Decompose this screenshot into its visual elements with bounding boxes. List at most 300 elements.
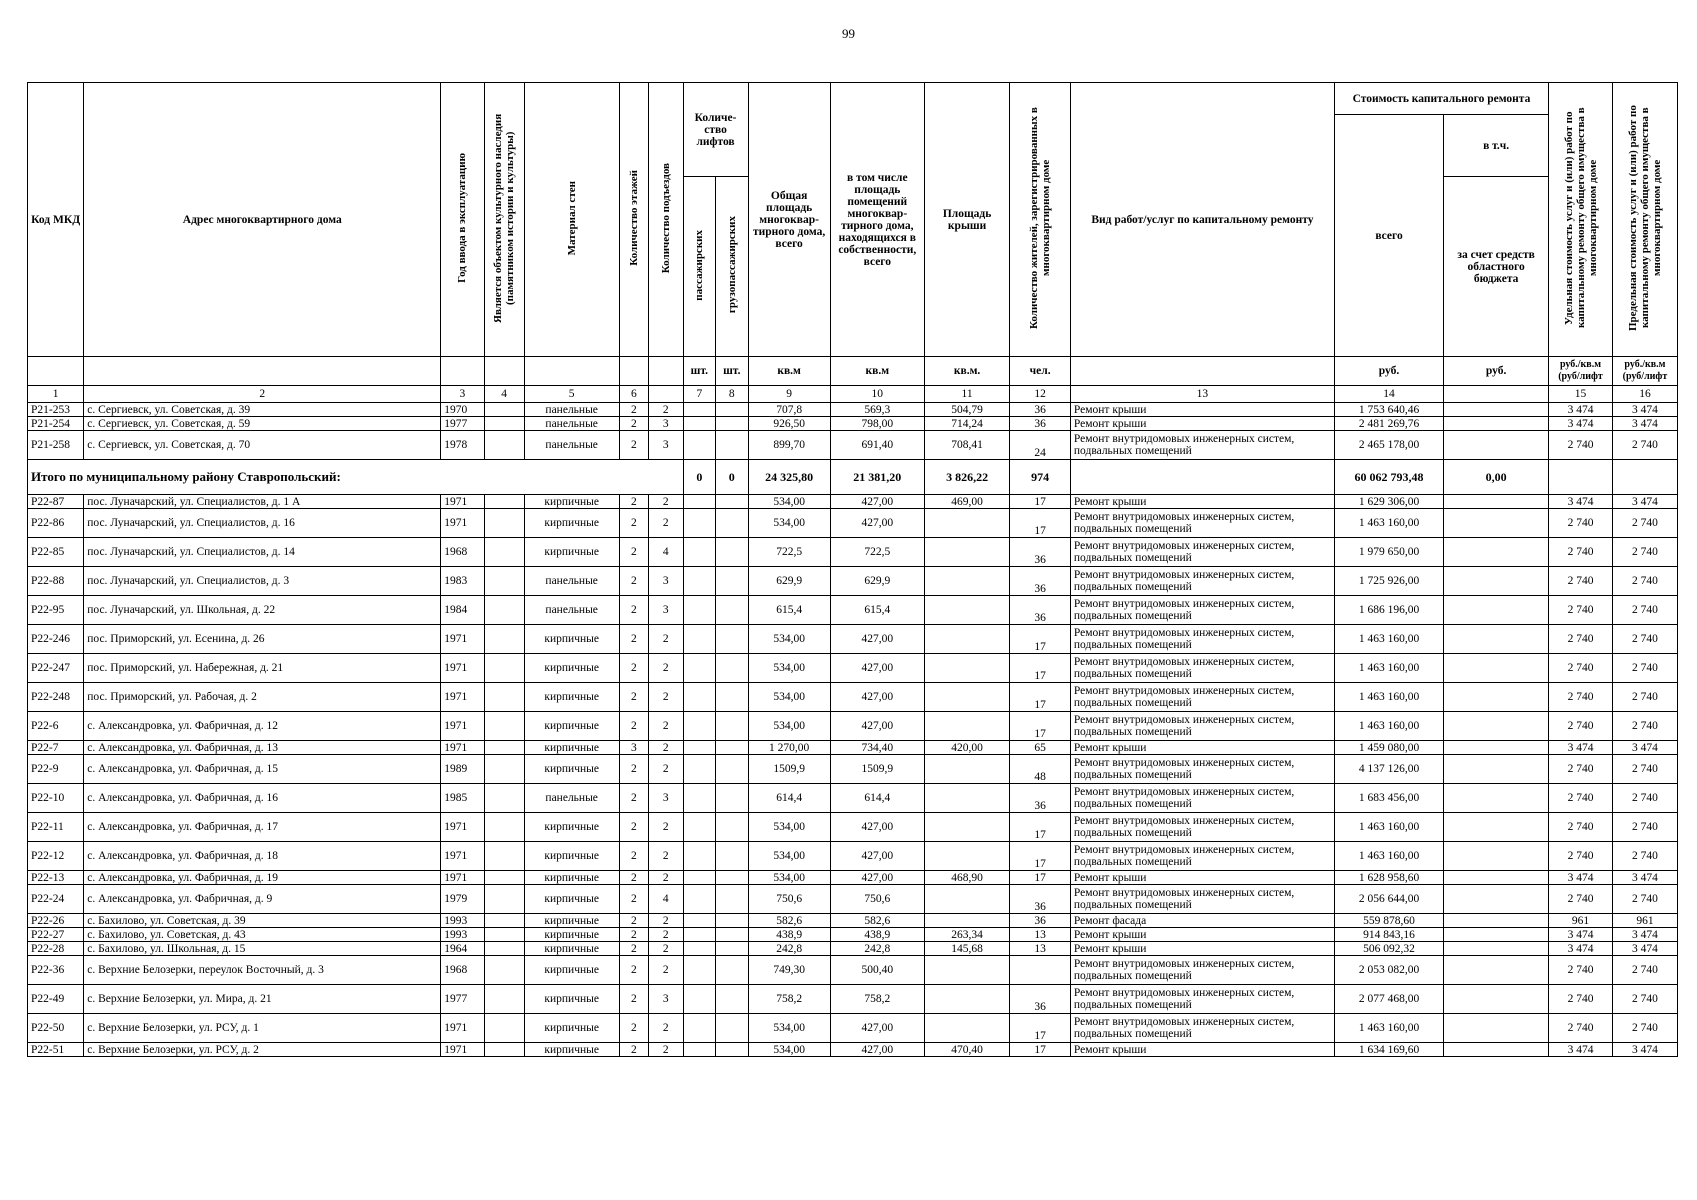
roof-area: 504,79 <box>924 403 1009 417</box>
header-lifts: Количе-ство лифтов <box>683 83 748 177</box>
header-lifts-passenger: пассажирских <box>693 229 706 301</box>
heritage-cell <box>484 538 524 567</box>
entrance-count: 3 <box>648 567 683 596</box>
roof-area: 708,41 <box>924 431 1009 460</box>
house-address: пос. Приморский, ул. Есенина, д. 26 <box>84 625 441 654</box>
total-unit-cell <box>1549 460 1613 495</box>
regional-cost-cell <box>1444 842 1549 871</box>
column-number: 8 <box>716 386 748 403</box>
table-row <box>28 741 1678 755</box>
repair-cost: 914 843,16 <box>1334 928 1443 942</box>
column-number <box>1444 386 1549 403</box>
table-row <box>28 928 1678 942</box>
lifts-passenger-cell <box>683 654 715 683</box>
roof-area <box>924 813 1009 842</box>
roof-area <box>924 1014 1009 1043</box>
repair-cost: 1 725 926,00 <box>1334 567 1443 596</box>
house-code: Р21-253 <box>28 403 84 417</box>
lifts-passenger-cell <box>683 431 715 460</box>
unit-cost: 3 474 <box>1549 1043 1613 1057</box>
max-cost: 2 740 <box>1612 509 1677 538</box>
house-code: Р22-36 <box>28 956 84 985</box>
max-cost: 2 740 <box>1612 654 1677 683</box>
work-type: Ремонт крыши <box>1070 417 1334 431</box>
lifts-passenger-cell <box>683 928 715 942</box>
residents-count: 48 <box>1010 755 1071 784</box>
column-number: 6 <box>619 386 648 403</box>
table-row <box>28 842 1678 871</box>
wall-material: кирпичные <box>524 683 619 712</box>
column-number: 15 <box>1549 386 1613 403</box>
max-cost: 2 740 <box>1612 985 1677 1014</box>
build-year: 1985 <box>441 784 484 813</box>
lifts-passenger-cell <box>683 509 715 538</box>
work-type: Ремонт внутридомовых инженерных систем, подвальных помещений <box>1070 813 1334 842</box>
column-number: 1 <box>28 386 84 403</box>
roof-area <box>924 567 1009 596</box>
wall-material: панельные <box>524 403 619 417</box>
repair-cost: 1 463 160,00 <box>1334 813 1443 842</box>
total-area: 614,4 <box>748 784 830 813</box>
column-number: 13 <box>1070 386 1334 403</box>
regional-cost-cell <box>1444 871 1549 885</box>
work-type: Ремонт крыши <box>1070 942 1334 956</box>
lifts-cargo-cell <box>716 871 748 885</box>
total-area: 438,9 <box>748 928 830 942</box>
regional-cost-cell <box>1444 928 1549 942</box>
unit-cost: 2 740 <box>1549 885 1613 914</box>
lifts-cargo-cell <box>716 942 748 956</box>
repair-cost: 1 463 160,00 <box>1334 683 1443 712</box>
wall-material: кирпичные <box>524 985 619 1014</box>
district-total-label: Итого по муниципальному району Ставропольский: <box>28 460 684 495</box>
heritage-cell <box>484 417 524 431</box>
unit-cost: 961 <box>1549 914 1613 928</box>
header-lifts-cargo: грузопассажирских <box>725 216 738 314</box>
residents-count: 17 <box>1010 1014 1071 1043</box>
residents-count: 13 <box>1010 928 1071 942</box>
total-residents-sum: 974 <box>1010 460 1071 495</box>
unit-people: чел. <box>1010 357 1071 386</box>
owned-area: 1509,9 <box>830 755 924 784</box>
residents-count: 17 <box>1010 712 1071 741</box>
unit-cost: 3 474 <box>1549 942 1613 956</box>
work-type: Ремонт внутридомовых инженерных систем, подвальных помещений <box>1070 784 1334 813</box>
heritage-cell <box>484 813 524 842</box>
build-year: 1971 <box>441 871 484 885</box>
regional-cost-cell <box>1444 509 1549 538</box>
build-year: 1968 <box>441 956 484 985</box>
table-row <box>28 871 1678 885</box>
floor-count: 2 <box>619 403 648 417</box>
build-year: 1971 <box>441 509 484 538</box>
max-cost: 961 <box>1612 914 1677 928</box>
total-area: 1509,9 <box>748 755 830 784</box>
house-code: Р22-246 <box>28 625 84 654</box>
house-code: Р22-6 <box>28 712 84 741</box>
unit-sqm: кв.м <box>748 357 830 386</box>
unit-cost: 3 474 <box>1549 871 1613 885</box>
entrance-count: 2 <box>648 509 683 538</box>
table-row <box>28 985 1678 1014</box>
lifts-passenger-cell <box>683 871 715 885</box>
repair-cost: 2 077 468,00 <box>1334 985 1443 1014</box>
lifts-cargo-cell <box>716 596 748 625</box>
max-cost: 2 740 <box>1612 885 1677 914</box>
house-code: Р22-248 <box>28 683 84 712</box>
total-area: 534,00 <box>748 842 830 871</box>
repair-cost: 1 753 640,46 <box>1334 403 1443 417</box>
table-row <box>28 755 1678 784</box>
regional-cost-cell <box>1444 956 1549 985</box>
lifts-passenger-cell <box>683 942 715 956</box>
repair-cost: 1 979 650,00 <box>1334 538 1443 567</box>
total-cost-sum: 60 062 793,48 <box>1334 460 1443 495</box>
floor-count: 2 <box>619 784 648 813</box>
table-row <box>28 784 1678 813</box>
table-row <box>28 495 1678 509</box>
max-cost: 3 474 <box>1612 741 1677 755</box>
work-type: Ремонт крыши <box>1070 741 1334 755</box>
table-row <box>28 712 1678 741</box>
total-area: 534,00 <box>748 683 830 712</box>
max-cost: 2 740 <box>1612 683 1677 712</box>
regional-cost-cell <box>1444 985 1549 1014</box>
repair-cost: 1 634 169,60 <box>1334 1043 1443 1057</box>
lifts-cargo-cell <box>716 509 748 538</box>
total-area: 534,00 <box>748 509 830 538</box>
house-address: пос. Луначарский, ул. Специалистов, д. 1 А <box>84 495 441 509</box>
owned-area: 427,00 <box>830 1014 924 1043</box>
table-row <box>28 956 1678 985</box>
table-row <box>28 683 1678 712</box>
house-address: с. Сергиевск, ул. Советская, д. 59 <box>84 417 441 431</box>
roof-area: 470,40 <box>924 1043 1009 1057</box>
house-address: пос. Луначарский, ул. Школьная, д. 22 <box>84 596 441 625</box>
entrance-count: 2 <box>648 1043 683 1057</box>
owned-area: 427,00 <box>830 842 924 871</box>
owned-area: 427,00 <box>830 495 924 509</box>
wall-material: кирпичные <box>524 1043 619 1057</box>
repair-cost: 1 463 160,00 <box>1334 712 1443 741</box>
repair-cost: 2 056 644,00 <box>1334 885 1443 914</box>
wall-material: панельные <box>524 567 619 596</box>
residents-count <box>1010 956 1071 985</box>
repair-cost: 4 137 126,00 <box>1334 755 1443 784</box>
house-code: Р22-50 <box>28 1014 84 1043</box>
work-type: Ремонт крыши <box>1070 1043 1334 1057</box>
wall-material: кирпичные <box>524 942 619 956</box>
header-code: Код МКД <box>28 83 84 357</box>
floor-count: 2 <box>619 1043 648 1057</box>
max-cost: 2 740 <box>1612 625 1677 654</box>
wall-material: панельные <box>524 784 619 813</box>
floor-count: 2 <box>619 914 648 928</box>
lifts-passenger-cell <box>683 784 715 813</box>
regional-cost-cell <box>1444 914 1549 928</box>
floor-count: 2 <box>619 596 648 625</box>
owned-area: 438,9 <box>830 928 924 942</box>
residents-count: 36 <box>1010 596 1071 625</box>
heritage-cell <box>484 625 524 654</box>
table-row <box>28 654 1678 683</box>
build-year: 1984 <box>441 596 484 625</box>
district-total-row <box>28 460 1678 495</box>
max-cost: 2 740 <box>1612 431 1677 460</box>
entrance-count: 2 <box>648 1014 683 1043</box>
build-year: 1971 <box>441 1014 484 1043</box>
unit-rub: руб. <box>1334 357 1443 386</box>
floor-count: 2 <box>619 1014 648 1043</box>
header-entrances: Количество подъездов <box>659 162 672 274</box>
repair-cost: 1 463 160,00 <box>1334 509 1443 538</box>
wall-material: кирпичные <box>524 741 619 755</box>
repair-cost: 1 459 080,00 <box>1334 741 1443 755</box>
header-cost-total: всего <box>1334 115 1443 357</box>
table-row <box>28 417 1678 431</box>
column-number: 4 <box>484 386 524 403</box>
lifts-cargo-cell <box>716 885 748 914</box>
regional-cost-cell <box>1444 784 1549 813</box>
roof-area <box>924 654 1009 683</box>
build-year: 1971 <box>441 1043 484 1057</box>
lifts-cargo-cell <box>716 683 748 712</box>
lifts-cargo-cell <box>716 1014 748 1043</box>
work-type: Ремонт внутридомовых инженерных систем, подвальных помещений <box>1070 538 1334 567</box>
lifts-passenger-cell <box>683 885 715 914</box>
house-address: с. Верхние Белозерки, переулок Восточный, д. 3 <box>84 956 441 985</box>
total-area: 242,8 <box>748 942 830 956</box>
house-address: с. Александровка, ул. Фабричная, д. 12 <box>84 712 441 741</box>
max-cost: 3 474 <box>1612 417 1677 431</box>
entrance-count: 3 <box>648 985 683 1014</box>
unit-cost: 2 740 <box>1549 567 1613 596</box>
column-number: 12 <box>1010 386 1071 403</box>
table-row <box>28 567 1678 596</box>
lifts-passenger-cell <box>683 985 715 1014</box>
heritage-cell <box>484 712 524 741</box>
roof-area <box>924 683 1009 712</box>
wall-material: кирпичные <box>524 871 619 885</box>
work-type: Ремонт фасада <box>1070 914 1334 928</box>
heritage-cell <box>484 654 524 683</box>
unit-pcs: шт. <box>683 357 715 386</box>
house-address: с. Александровка, ул. Фабричная, д. 19 <box>84 871 441 885</box>
roof-area: 420,00 <box>924 741 1009 755</box>
lifts-passenger-cell <box>683 1043 715 1057</box>
lifts-cargo-cell <box>716 625 748 654</box>
build-year: 1971 <box>441 741 484 755</box>
roof-area: 468,90 <box>924 871 1009 885</box>
build-year: 1971 <box>441 625 484 654</box>
lifts-cargo-cell <box>716 956 748 985</box>
floor-count: 3 <box>619 741 648 755</box>
house-address: с. Александровка, ул. Фабричная, д. 15 <box>84 755 441 784</box>
wall-material: панельные <box>524 431 619 460</box>
floor-count: 2 <box>619 956 648 985</box>
lifts-cargo-cell <box>716 813 748 842</box>
floor-count: 2 <box>619 842 648 871</box>
unit-cost: 2 740 <box>1549 956 1613 985</box>
repair-cost: 506 092,32 <box>1334 942 1443 956</box>
repair-cost: 1 629 306,00 <box>1334 495 1443 509</box>
lifts-cargo-cell <box>716 1043 748 1057</box>
unit-cost: 2 740 <box>1549 712 1613 741</box>
unit-cost: 3 474 <box>1549 403 1613 417</box>
entrance-count: 3 <box>648 417 683 431</box>
work-type: Ремонт внутридомовых инженерных систем, подвальных помещений <box>1070 956 1334 985</box>
heritage-cell <box>484 431 524 460</box>
owned-area: 722,5 <box>830 538 924 567</box>
total-owned-sum: 21 381,20 <box>830 460 924 495</box>
regional-cost-cell <box>1444 596 1549 625</box>
entrance-count: 2 <box>648 495 683 509</box>
residents-count: 17 <box>1010 683 1071 712</box>
entrance-count: 2 <box>648 914 683 928</box>
max-cost: 2 740 <box>1612 813 1677 842</box>
roof-area <box>924 885 1009 914</box>
residents-count: 36 <box>1010 885 1071 914</box>
work-type: Ремонт внутридомовых инженерных систем, подвальных помещений <box>1070 596 1334 625</box>
roof-area <box>924 712 1009 741</box>
header-residents: Количество жителей, зарегистрированных в многоквартирном доме <box>1028 107 1053 329</box>
lifts-cargo-cell <box>716 712 748 741</box>
total-area: 582,6 <box>748 914 830 928</box>
table-row <box>28 625 1678 654</box>
wall-material: кирпичные <box>524 914 619 928</box>
unit-cost: 2 740 <box>1549 813 1613 842</box>
entrance-count: 4 <box>648 538 683 567</box>
roof-area <box>924 596 1009 625</box>
total-lifts-passenger: 0 <box>683 460 715 495</box>
work-type: Ремонт внутридомовых инженерных систем, подвальных помещений <box>1070 1014 1334 1043</box>
header-year: Год ввода в эксплуатацию <box>456 153 469 283</box>
lifts-cargo-cell <box>716 755 748 784</box>
wall-material: кирпичные <box>524 654 619 683</box>
house-address: с. Сергиевск, ул. Советская, д. 39 <box>84 403 441 417</box>
header-heritage: Является объектом культурного наследия (памятником истории и культуры) <box>492 113 517 323</box>
build-year: 1989 <box>441 755 484 784</box>
owned-area: 691,40 <box>830 431 924 460</box>
header-roof-area: Площадь крыши <box>924 83 1009 357</box>
unit-cost: 2 740 <box>1549 596 1613 625</box>
lifts-passenger-cell <box>683 596 715 625</box>
house-code: Р22-27 <box>28 928 84 942</box>
build-year: 1964 <box>441 942 484 956</box>
entrance-count: 2 <box>648 871 683 885</box>
floor-count: 2 <box>619 885 648 914</box>
max-cost: 2 740 <box>1612 755 1677 784</box>
column-number: 9 <box>748 386 830 403</box>
heritage-cell <box>484 403 524 417</box>
entrance-count: 2 <box>648 956 683 985</box>
total-area-sum: 24 325,80 <box>748 460 830 495</box>
lifts-passenger-cell <box>683 495 715 509</box>
entrance-count: 2 <box>648 712 683 741</box>
roof-area <box>924 509 1009 538</box>
build-year: 1993 <box>441 914 484 928</box>
wall-material: кирпичные <box>524 712 619 741</box>
floor-count: 2 <box>619 654 648 683</box>
house-code: Р22-12 <box>28 842 84 871</box>
unit-cost: 3 474 <box>1549 928 1613 942</box>
lifts-passenger-cell <box>683 755 715 784</box>
house-code: Р22-26 <box>28 914 84 928</box>
wall-material: кирпичные <box>524 538 619 567</box>
unit-sqm: кв.м <box>830 357 924 386</box>
owned-area: 629,9 <box>830 567 924 596</box>
entrance-count: 2 <box>648 654 683 683</box>
header-cost-regional: за счет средств областного бюджета <box>1444 177 1549 357</box>
house-address: с. Верхние Белозерки, ул. РСУ, д. 1 <box>84 1014 441 1043</box>
entrance-count: 2 <box>648 928 683 942</box>
table-row <box>28 813 1678 842</box>
work-type: Ремонт внутридомовых инженерных систем, подвальных помещений <box>1070 885 1334 914</box>
residents-count: 17 <box>1010 625 1071 654</box>
wall-material: кирпичные <box>524 625 619 654</box>
work-type: Ремонт внутридомовых инженерных систем, подвальных помещений <box>1070 985 1334 1014</box>
table-row <box>28 431 1678 460</box>
work-type: Ремонт крыши <box>1070 403 1334 417</box>
column-number: 3 <box>441 386 484 403</box>
lifts-cargo-cell <box>716 842 748 871</box>
residents-count: 36 <box>1010 914 1071 928</box>
entrance-count: 2 <box>648 683 683 712</box>
heritage-cell <box>484 509 524 538</box>
unit-rub: руб. <box>1444 357 1549 386</box>
work-type: Ремонт внутридомовых инженерных систем, подвальных помещений <box>1070 567 1334 596</box>
unit-cost: 3 474 <box>1549 495 1613 509</box>
lifts-cargo-cell <box>716 784 748 813</box>
house-code: Р22-28 <box>28 942 84 956</box>
floor-count: 2 <box>619 712 648 741</box>
floor-count: 2 <box>619 755 648 784</box>
regional-cost-cell <box>1444 813 1549 842</box>
build-year: 1968 <box>441 538 484 567</box>
max-cost: 3 474 <box>1612 495 1677 509</box>
entrance-count: 3 <box>648 784 683 813</box>
header-address: Адрес многоквартирного дома <box>84 83 441 357</box>
entrance-count: 4 <box>648 885 683 914</box>
entrance-count: 2 <box>648 942 683 956</box>
residents-count: 36 <box>1010 567 1071 596</box>
max-cost: 2 740 <box>1612 538 1677 567</box>
house-code: Р22-24 <box>28 885 84 914</box>
roof-area: 263,34 <box>924 928 1009 942</box>
unit-cost: 2 740 <box>1549 683 1613 712</box>
unit-cost: 2 740 <box>1549 431 1613 460</box>
house-address: с. Верхние Белозерки, ул. Мира, д. 21 <box>84 985 441 1014</box>
build-year: 1971 <box>441 683 484 712</box>
residents-count: 36 <box>1010 403 1071 417</box>
total-area: 926,50 <box>748 417 830 431</box>
heritage-cell <box>484 495 524 509</box>
max-cost: 2 740 <box>1612 712 1677 741</box>
regional-cost-cell <box>1444 942 1549 956</box>
heritage-cell <box>484 928 524 942</box>
table-body <box>28 386 1678 1057</box>
floor-count: 2 <box>619 813 648 842</box>
total-area: 534,00 <box>748 813 830 842</box>
regional-cost-cell <box>1444 403 1549 417</box>
total-area: 534,00 <box>748 654 830 683</box>
total-area: 534,00 <box>748 495 830 509</box>
max-cost: 2 740 <box>1612 784 1677 813</box>
page-number: 99 <box>842 26 855 41</box>
unit-cost: 2 740 <box>1549 509 1613 538</box>
column-number: 7 <box>683 386 715 403</box>
total-area: 534,00 <box>748 1014 830 1043</box>
